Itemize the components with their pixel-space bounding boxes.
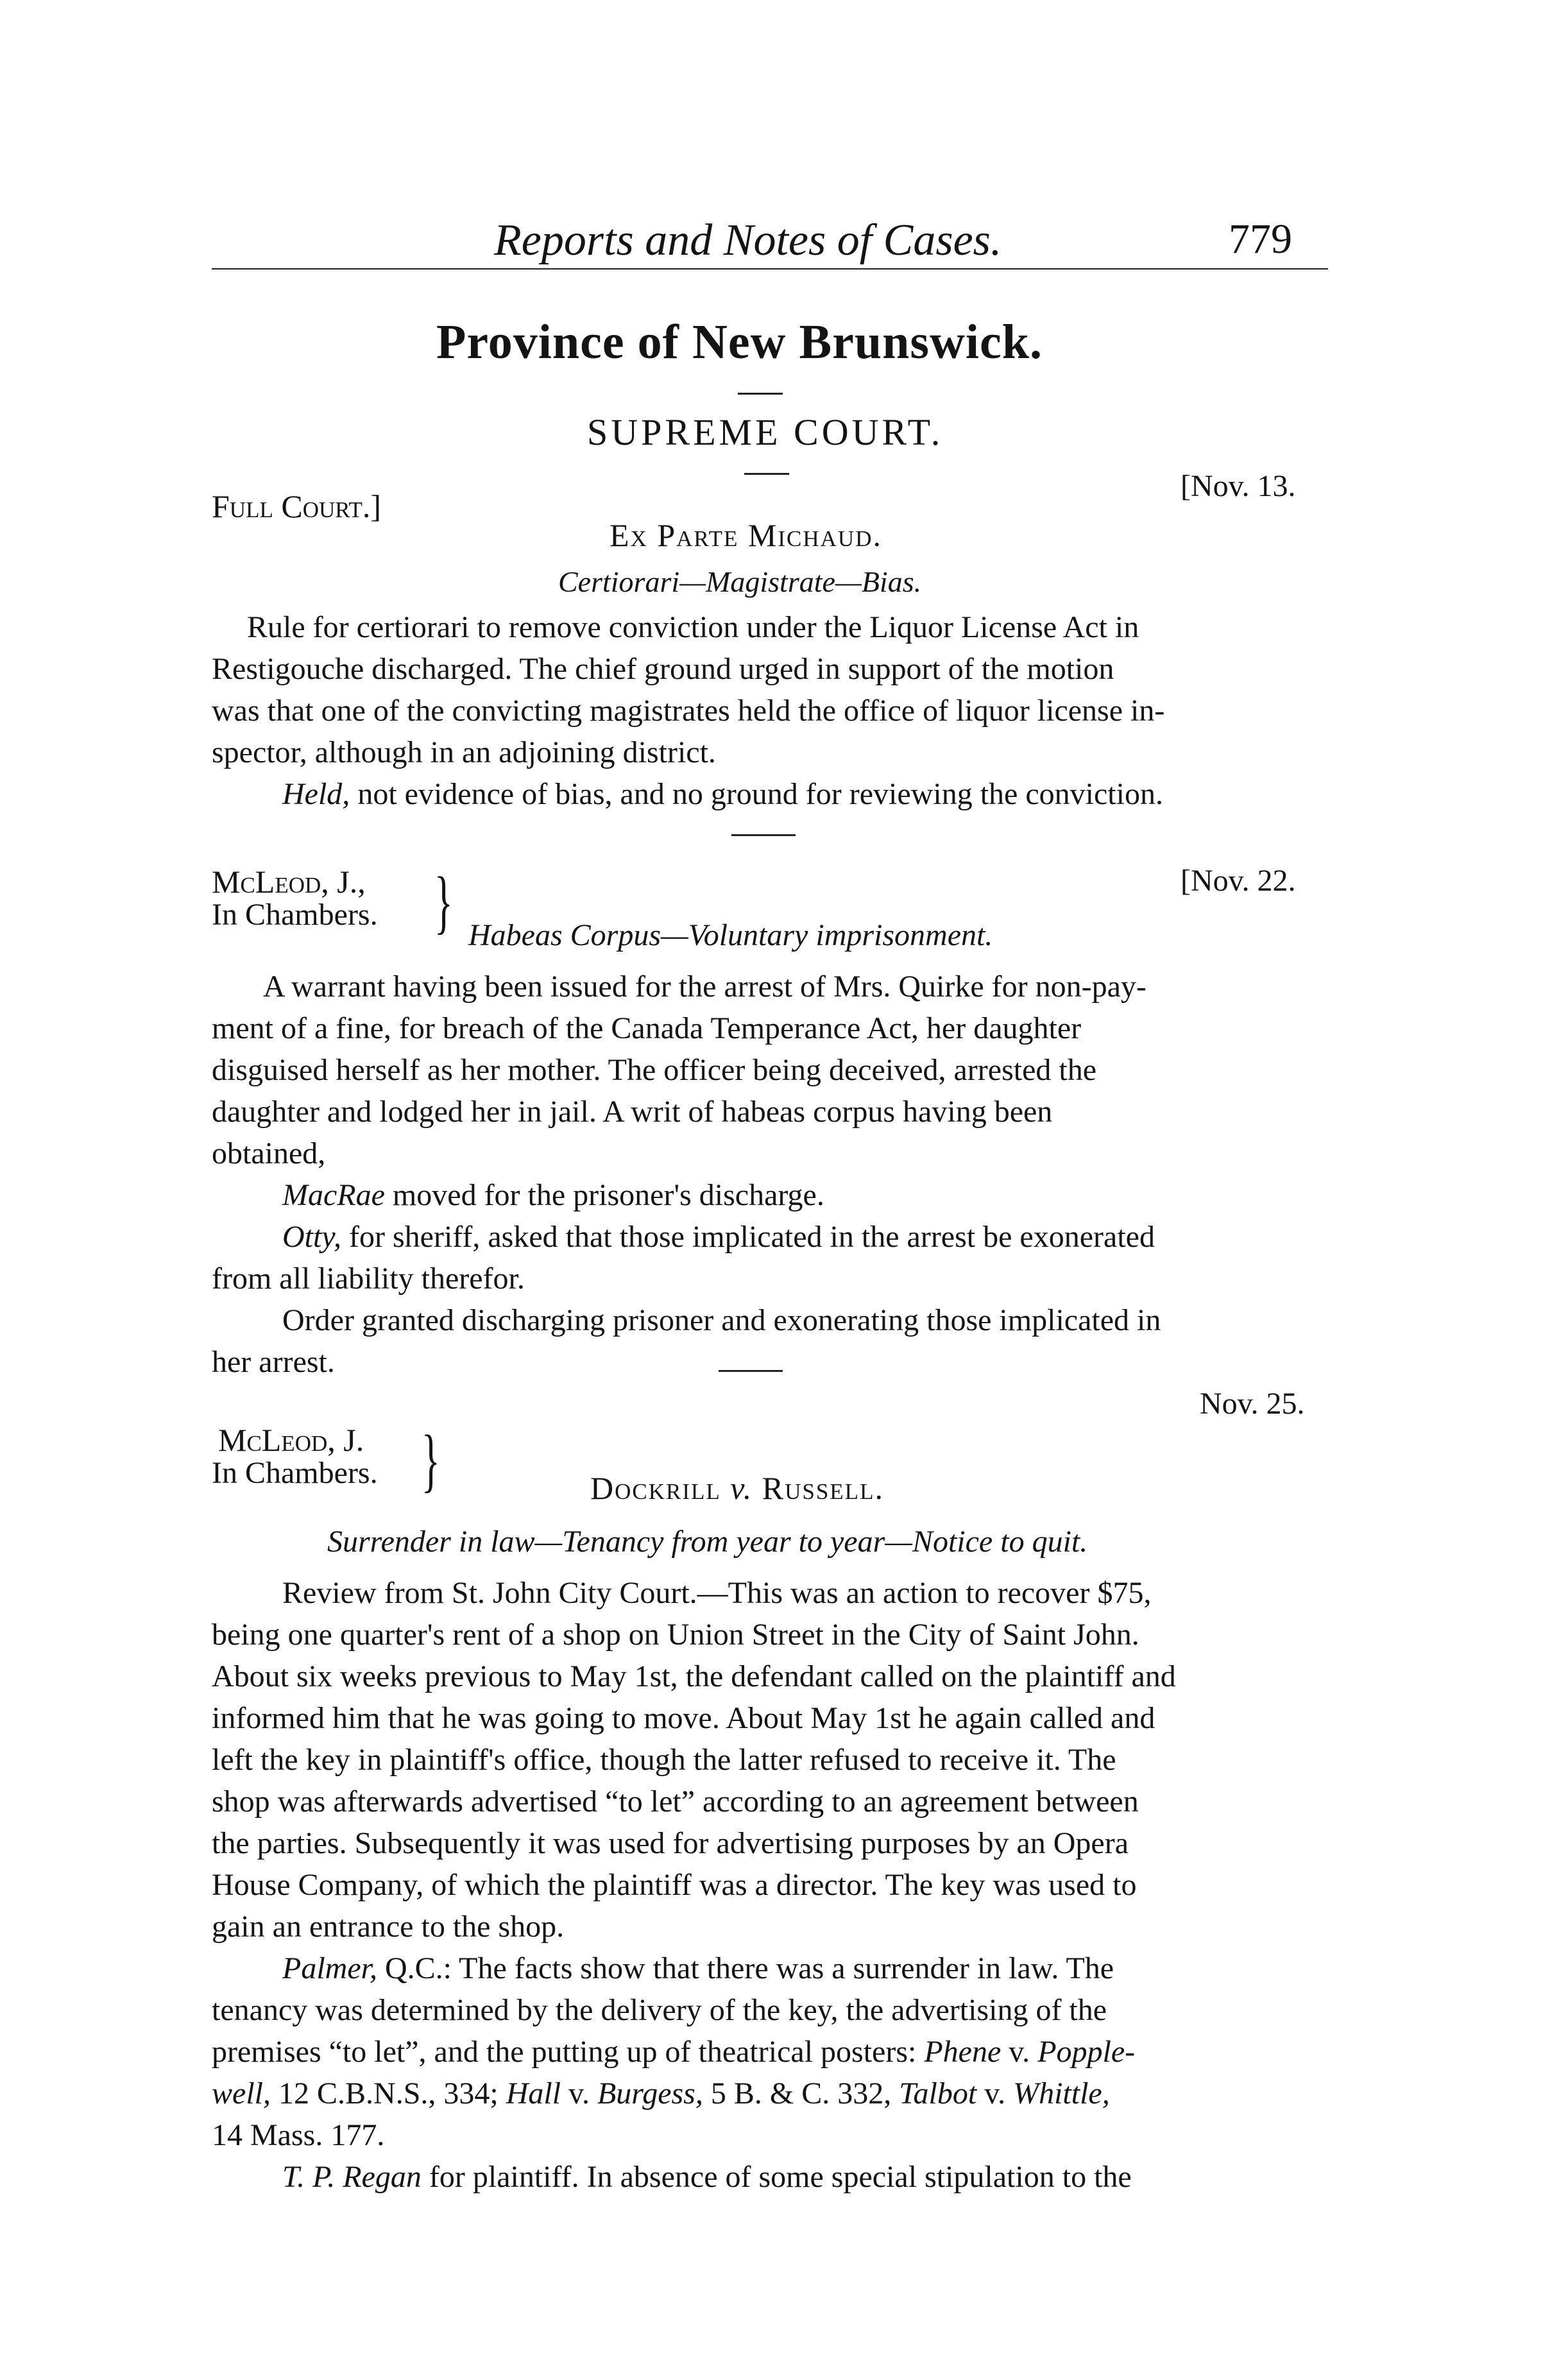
versus: v. bbox=[568, 2076, 590, 2110]
body-line: ment of a fine, for breach of the Canada Temperance Act, her daughter bbox=[212, 1011, 1082, 1045]
body-line: tenancy was determined by the delivery of the key, the advertising of the bbox=[212, 1993, 1107, 2027]
page-number: 779 bbox=[1229, 216, 1292, 262]
citation-ref: 12 C.B.N.S., 334; bbox=[278, 2076, 499, 2110]
divider-short bbox=[738, 393, 783, 395]
case-subject: Habeas Corpus—Voluntary imprisonment. bbox=[468, 918, 993, 952]
case-name: Whittle, bbox=[1013, 2076, 1110, 2110]
macrae-line bbox=[282, 1177, 824, 1213]
body-line: gain an entrance to the shop. bbox=[212, 1910, 565, 1944]
case-title bbox=[590, 1469, 884, 1507]
counsel-text: Q.C.: The facts show that there was a surrender in law. The bbox=[384, 1951, 1114, 1985]
counsel-name: T. P. Regan bbox=[282, 2160, 422, 2194]
versus: v. bbox=[1009, 2035, 1030, 2069]
body-line: Restigouche discharged. The chief ground urged in support of the motion bbox=[212, 652, 1114, 686]
body-line: being one quarter's rent of a shop on Union Street in the City of Saint John. bbox=[212, 1618, 1139, 1652]
body-line: disguised herself as her mother. The officer being deceived, arrested the bbox=[212, 1053, 1097, 1087]
body-line: Order granted discharging prisoner and exonerating those implicated in bbox=[282, 1303, 1161, 1337]
chambers-label: In Chambers. bbox=[212, 898, 378, 932]
party-defendant: Russell. bbox=[762, 1470, 884, 1506]
body-line: A warrant having been issued for the arrest of Mrs. Quirke for non-pay- bbox=[263, 970, 1147, 1004]
body-line: 14 Mass. 177. bbox=[212, 2118, 385, 2152]
brace-icon: } bbox=[421, 1421, 440, 1499]
held-line bbox=[282, 776, 1163, 812]
body-line: informed him that he was going to move. About May 1st he again called and bbox=[212, 1701, 1155, 1735]
held-label: Held, bbox=[282, 777, 350, 811]
body-line: daughter and lodged her in jail. A writ of habeas corpus having been bbox=[212, 1095, 1053, 1129]
divider-short bbox=[744, 473, 789, 475]
case-title: Ex Parte Michaud. bbox=[610, 517, 882, 553]
case-date: Nov. 25. bbox=[1200, 1387, 1305, 1421]
held-text: not evidence of bias, and no ground for reviewing the conviction. bbox=[357, 777, 1163, 811]
citation-ref: 5 B. & C. 332, bbox=[710, 2076, 892, 2110]
case-name: Talbot bbox=[899, 2076, 977, 2110]
case-subject: Certiorari—Magistrate—Bias. bbox=[558, 565, 922, 598]
body-line: spector, although in an adjoining district. bbox=[212, 735, 716, 769]
case-name: Popple- bbox=[1037, 2035, 1136, 2069]
case-name: Burgess, bbox=[597, 2076, 703, 2110]
running-title: Reports and Notes of Cases. bbox=[494, 216, 1002, 265]
divider-short bbox=[719, 1370, 783, 1372]
counsel-name: Palmer, bbox=[282, 1951, 377, 1985]
case-name: Hall bbox=[506, 2076, 561, 2110]
court-label: Full Court.] bbox=[212, 488, 382, 524]
body-line: About six weeks previous to May 1st, the defendant called on the plaintiff and bbox=[212, 1659, 1176, 1693]
otty-line bbox=[282, 1219, 1155, 1254]
counsel-name: MacRae bbox=[282, 1178, 385, 1212]
case-name: well, bbox=[212, 2076, 271, 2110]
body-line: the parties. Subsequently it was used for advertising purposes by an Opera bbox=[212, 1826, 1129, 1860]
body-line: shop was afterwards advertised “to let” according to an agreement between bbox=[212, 1785, 1139, 1819]
body-line: from all liability therefor. bbox=[212, 1262, 525, 1296]
regan-line bbox=[282, 2159, 1132, 2195]
body-text: premises “to let”, and the putting up of theatrical posters: bbox=[212, 2035, 917, 2069]
judge-name: McLeod, J., bbox=[212, 864, 366, 900]
palmer-line bbox=[282, 1951, 1114, 1986]
versus: v. bbox=[730, 1470, 753, 1506]
versus: v. bbox=[984, 2076, 1006, 2110]
divider-short bbox=[731, 834, 796, 836]
body-line: Review from St. John City Court.—This was an action to recover $75, bbox=[282, 1576, 1152, 1610]
header-rule bbox=[212, 268, 1328, 270]
party-plaintiff: Dockrill bbox=[590, 1470, 721, 1506]
body-line: was that one of the convicting magistrates held the office of liquor license in- bbox=[212, 694, 1165, 728]
counsel-text: for plaintiff. In absence of some special stipulation to the bbox=[429, 2160, 1132, 2194]
counsel-text: for sheriff, asked that those implicated in the arrest be exonerated bbox=[349, 1220, 1155, 1254]
body-line: obtained, bbox=[212, 1136, 326, 1170]
body-line: House Company, of which the plaintiff was a director. The key was used to bbox=[212, 1868, 1137, 1902]
body-line: Rule for certiorari to remove conviction under the Liquor License Act in bbox=[247, 610, 1139, 644]
province-heading: Province of New Brunswick. bbox=[436, 315, 1043, 369]
brace-icon: } bbox=[434, 862, 453, 941]
case-subject: Surrender in law—Tenancy from year to year—Notice to quit. bbox=[327, 1525, 1088, 1559]
body-line: left the key in plaintiff's office, though the latter refused to receive it. The bbox=[212, 1743, 1116, 1777]
judge-name: McLeod, J. bbox=[218, 1422, 364, 1458]
citation-line bbox=[212, 2076, 1110, 2111]
chambers-label: In Chambers. bbox=[212, 1456, 378, 1490]
counsel-text: moved for the prisoner's discharge. bbox=[392, 1178, 824, 1212]
body-line: her arrest. bbox=[212, 1345, 335, 1379]
counsel-name: Otty, bbox=[282, 1220, 341, 1254]
case-name: Phene bbox=[924, 2035, 1002, 2069]
case-date: [Nov. 13. bbox=[1181, 469, 1296, 503]
court-heading: SUPREME COURT. bbox=[587, 411, 944, 453]
case-date: [Nov. 22. bbox=[1181, 864, 1296, 898]
citation-line bbox=[212, 2034, 1135, 2069]
